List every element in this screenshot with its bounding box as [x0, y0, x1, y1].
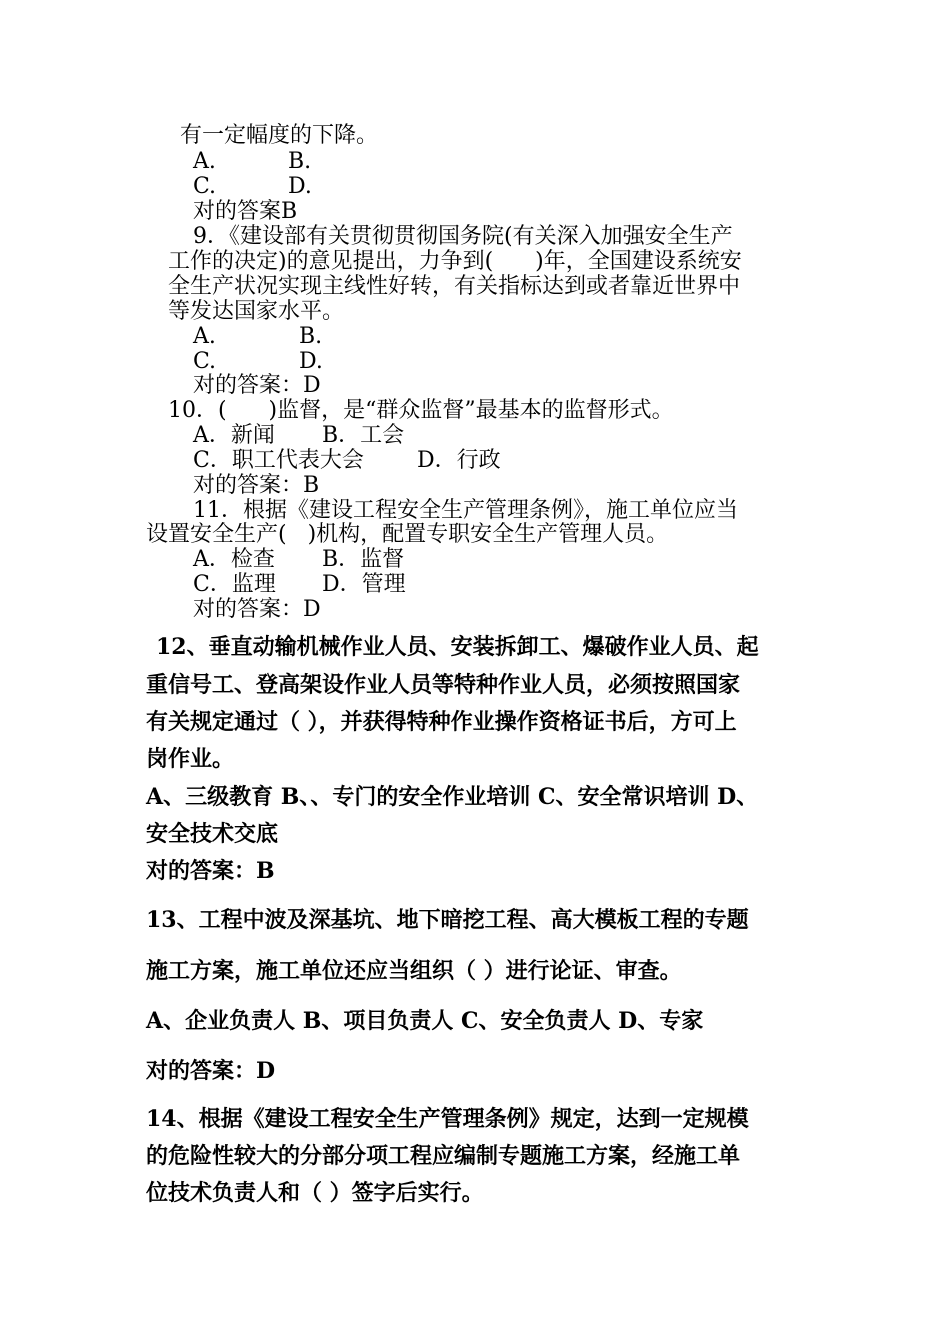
q10-option-d: D．行政	[417, 448, 501, 473]
q9-text-line4: 等发达国家水平。	[168, 299, 345, 324]
q9-option-b: B.	[299, 324, 323, 349]
q10-text-line1: 10．( )监督，是“群众监督”最基本的监督形式。	[168, 398, 674, 423]
q11-option-c: C．监理	[193, 572, 276, 597]
q14-text-line2: 的危险性较大的分部分项工程应编制专题施工方案，经施工单	[146, 1143, 741, 1169]
q8-option-c: C.	[193, 174, 217, 199]
q9-answer: 对的答案：D	[193, 373, 321, 398]
q10-option-c: C．职工代表大会	[193, 448, 364, 473]
q12-answer: 对的答案：B	[146, 858, 275, 884]
q13-options: A、企业负责人 B、项目负责人 C、安全负责人 D、专家	[146, 1008, 704, 1034]
q11-answer: 对的答案：D	[193, 597, 321, 622]
q8-answer: 对的答案B	[193, 199, 298, 224]
q11-text-line1: 11．根据《建设工程安全生产管理条例》，施工单位应当	[193, 498, 738, 523]
q8-option-a: A.	[193, 149, 216, 174]
q10-option-a: A．新闻	[193, 423, 275, 448]
q9-text-line1: 9．《建设部有关贯彻贯彻国务院(有关深入加强安全生产	[193, 224, 733, 249]
q9-option-d: D.	[299, 349, 323, 374]
q11-option-d: D．管理	[322, 572, 406, 597]
q12-text-line2: 重信号工、登高架设作业人员等特种作业人员，必须按照国家	[146, 672, 741, 698]
q13-text-line1: 13、工程中波及深基坑、地下暗挖工程、高大模板工程的专题	[146, 907, 749, 933]
q12-text-line3: 有关规定通过（ ），并获得特种作业操作资格证书后，方可上	[146, 709, 737, 735]
q9-text-line3: 全生产状况实现主线性好转，有关指标达到或者靠近世界中	[168, 274, 741, 299]
q14-text-line1: 14、根据《建设工程安全生产管理条例》规定，达到一定规模	[146, 1106, 749, 1132]
q12-options-line1: A、三级教育 B、、专门的安全作业培训 C、安全常识培训 D、	[146, 784, 759, 810]
q11-option-a: A．检查	[193, 547, 275, 572]
q12-options-line2: 安全技术交底	[146, 821, 279, 847]
q9-option-a: A.	[193, 324, 216, 349]
q10-option-b: B．工会	[322, 423, 405, 448]
q9-option-c: C.	[193, 349, 217, 374]
q12-text-line1: 12、垂直动输机械作业人员、安装拆卸工、爆破作业人员、起	[156, 634, 759, 660]
q8-option-b: B.	[288, 149, 312, 174]
q11-option-b: B．监督	[322, 547, 405, 572]
q13-answer: 对的答案：D	[146, 1058, 276, 1084]
q11-text-line2: 设置安全生产( )机构，配置专职安全生产管理人员。	[146, 522, 669, 547]
q13-text-line2: 施工方案，施工单位还应当组织（ ）进行论证、审查。	[146, 958, 682, 984]
q8-text-tail: 有一定幅度的下降。	[180, 123, 379, 148]
q10-answer: 对的答案：B	[193, 473, 320, 498]
q9-text-line2: 工作的决定)的意见提出，力争到( )年，全国建设系统安	[168, 249, 742, 274]
q12-text-line4: 岗作业。	[146, 746, 235, 772]
q8-option-d: D.	[288, 174, 312, 199]
q14-text-line3: 位技术负责人和（ ）签字后实行。	[146, 1180, 484, 1206]
